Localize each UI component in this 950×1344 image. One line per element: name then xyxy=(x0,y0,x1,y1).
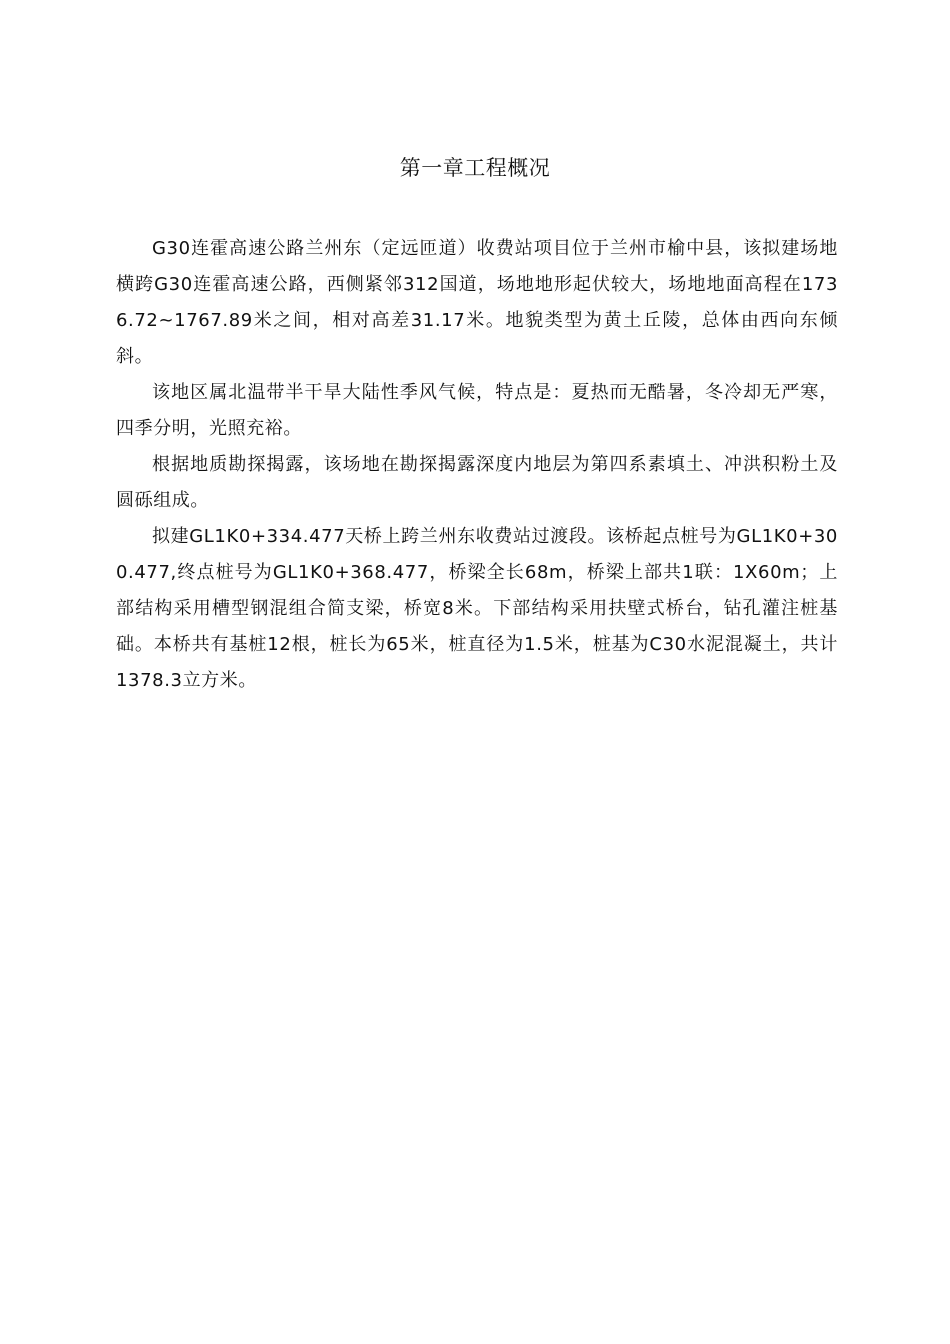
chapter-title: 第一章工程概况 xyxy=(399,156,551,180)
paragraph-geology: 根据地质勘探揭露，该场地在勘探揭露深度内地层为第四系素填土、冲洪积粉土及圆砾组成。 xyxy=(116,454,838,511)
body-text xyxy=(116,231,838,699)
paragraph-bridge-structure: 拟建GL1K0+334.477天桥上跨兰州东收费站过渡段。该桥起点桩号为GL1K0+300.477,终点桩号为GL1K0+368.477，桥梁全长68m，桥梁上部共1联：1X60m；上部结构采用槽型钢混组合简支梁，桥宽8米。下部结构采用扶壁式桥台，钻孔灌注桩基础。本桥共有基桩12根，桩长为65米，桩直径为1.5米，桩基为C30水泥混凝土，共计1378.3立方米。 xyxy=(116,526,838,691)
paragraph-climate: 该地区属北温带半干旱大陆性季风气候，特点是：夏热而无酷暑，冬冷却无严寒，四季分明，光照充裕。 xyxy=(116,382,838,439)
paragraph-project-location: G30连霍高速公路兰州东（定远匝道）收费站项目位于兰州市榆中县，该拟建场地横跨G30连霍高速公路，西侧紧邻312国道，场地地形起伏较大，场地地面高程在1736.72~1767.89米之间，相对高差31.17米。地貌类型为黄土丘陵，总体由西向东倾斜。 xyxy=(116,238,838,367)
